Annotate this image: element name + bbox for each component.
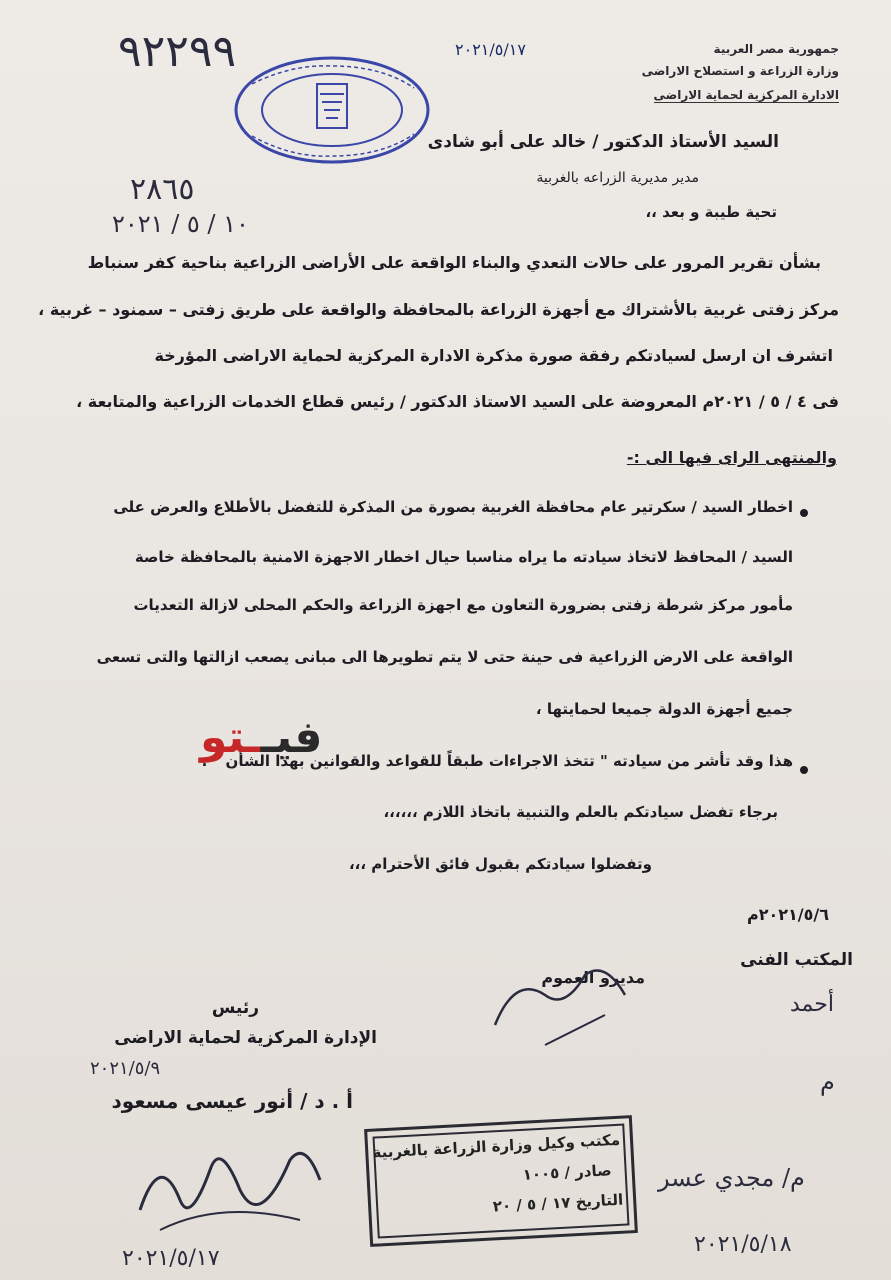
- bullet-1-line-1: اخطار السيد / سكرتير عام محافظة الغربية بصورة من المذكرة للتفضل بالأطلاع والعرض على: [113, 498, 793, 516]
- ministry-office-stamp: [364, 1115, 638, 1247]
- stamp-outgoing: صادر / ١٠٠٥: [522, 1161, 613, 1184]
- body-line-1: بشأن تقرير المرور على حالات التعدي والبناء الواقعة على الأراضى الزراعية بناحية كفر سنباط: [87, 253, 821, 272]
- handwritten-initial-note: ٢٠٢١/٥/٩: [90, 1058, 161, 1079]
- handwritten-name-bottom: م/ مجدي عسر: [658, 1164, 805, 1192]
- closing-respect: وتفضلوا سيادتكم بقبول فائق الأحترام ،،،: [348, 855, 652, 873]
- addressee-title: مدير مديرية الزراعه بالغربية: [536, 170, 699, 186]
- body-line-2: مركز زفتى غربية بالأشتراك مع أجهزة الزراعة بالمحافظة والواقعة على طريق زفتى – سمنود – غربية ،: [38, 300, 839, 319]
- bullet-1-line-2: السيد / المحافظ لاتخاذ سيادته ما يراه مناسبا حيال اخطار الاجهزة الامنية بالمحافظة خاصة: [134, 548, 793, 566]
- bullet-1-line-5: جميع أجهزة الدولة جميعا لحمايتها ،: [535, 700, 793, 718]
- bullet-2-line: هذا وقد تأشر من سيادته " تتخذ الاجراءات طبقاً للقواعد والقوانين بهذا الشأن " .: [201, 752, 793, 770]
- technical-office: المكتب الفنى: [740, 950, 853, 970]
- handwritten-ref: ٢٨٦٥: [130, 172, 195, 207]
- bullet-1-line-3: مأمور مركز شرطة زفتى بضرورة التعاون مع اجهزة الزراعة والحكم المحلى لازالة التعديات: [133, 596, 793, 614]
- general-managers: مديرو العموم: [541, 968, 645, 987]
- bullet-1-line-4: الواقعة على الارض الزراعية فى حينة حتى لا يتم تطويرها الى مبانى يصعب ازالتها والتى تسعى: [96, 648, 793, 666]
- addressee-name: السيد الأستاذ الدكتور / خالد على أبو شادى: [427, 132, 779, 152]
- bullet-2: [800, 766, 808, 774]
- handwritten-note-top: ٢٠٢١/٥/١٧: [455, 40, 526, 59]
- stamp-office: مكتب وكيل وزارة الزراعة بالغربية: [372, 1130, 621, 1162]
- round-stamp-icon: [232, 54, 432, 166]
- handwritten-date-left: ٢٠٢١/٥/١٧: [122, 1246, 220, 1271]
- head-department: الإدارة المركزية لحماية الاراضى: [114, 1028, 377, 1048]
- site-watermark-logo: فيــتو: [200, 712, 323, 763]
- header-department: الادارة المركزية لحماية الاراضى: [653, 88, 839, 102]
- head-name: أ . د / أنور عيسى مسعود: [111, 1089, 353, 1113]
- body-line-3: اتشرف ان ارسل لسيادتكم رفقة صورة مذكرة الادارة المركزية لحماية الاراضى المؤرخة: [154, 346, 833, 365]
- handwritten-mark: م: [820, 1068, 835, 1096]
- handwritten-date-bottom: ٢٠٢١/٥/١٨: [694, 1232, 792, 1257]
- signature-managers-icon: [485, 955, 645, 1055]
- signature-icon: [120, 1130, 340, 1240]
- conclusion-heading: والمنتهى الراى فيها الى :-: [626, 448, 837, 467]
- document-date: ٢٠٢١/٥/٦م: [746, 905, 829, 924]
- handwritten-date-top: ١٠ / ٥ / ٢٠٢١: [112, 210, 249, 238]
- stamp-date: التاريخ ١٧ / ٥ / ٢٠: [492, 1190, 624, 1216]
- handwritten-ahmed: أحمد: [790, 992, 834, 1017]
- header-ministry: وزارة الزراعة و استصلاح الاراضى: [641, 64, 839, 78]
- bullet-1: [800, 509, 808, 517]
- greeting: تحية طيبة و بعد ،،: [645, 203, 777, 221]
- closing-request: برجاء تفضل سيادتكم بالعلم والتنبية باتخاذ اللازم ،،،،،،: [383, 803, 778, 821]
- header-republic: جمهورية مصر العربية: [713, 42, 839, 56]
- handwritten-number: ٩٢٢٩٩: [118, 26, 237, 77]
- head-title: رئيس: [211, 998, 259, 1018]
- body-line-4: فى ٤ / ٥ / ٢٠٢١م المعروضة على السيد الاستاذ الدكتور / رئيس قطاع الخدمات الزراعية والمتابعة ،: [76, 392, 839, 411]
